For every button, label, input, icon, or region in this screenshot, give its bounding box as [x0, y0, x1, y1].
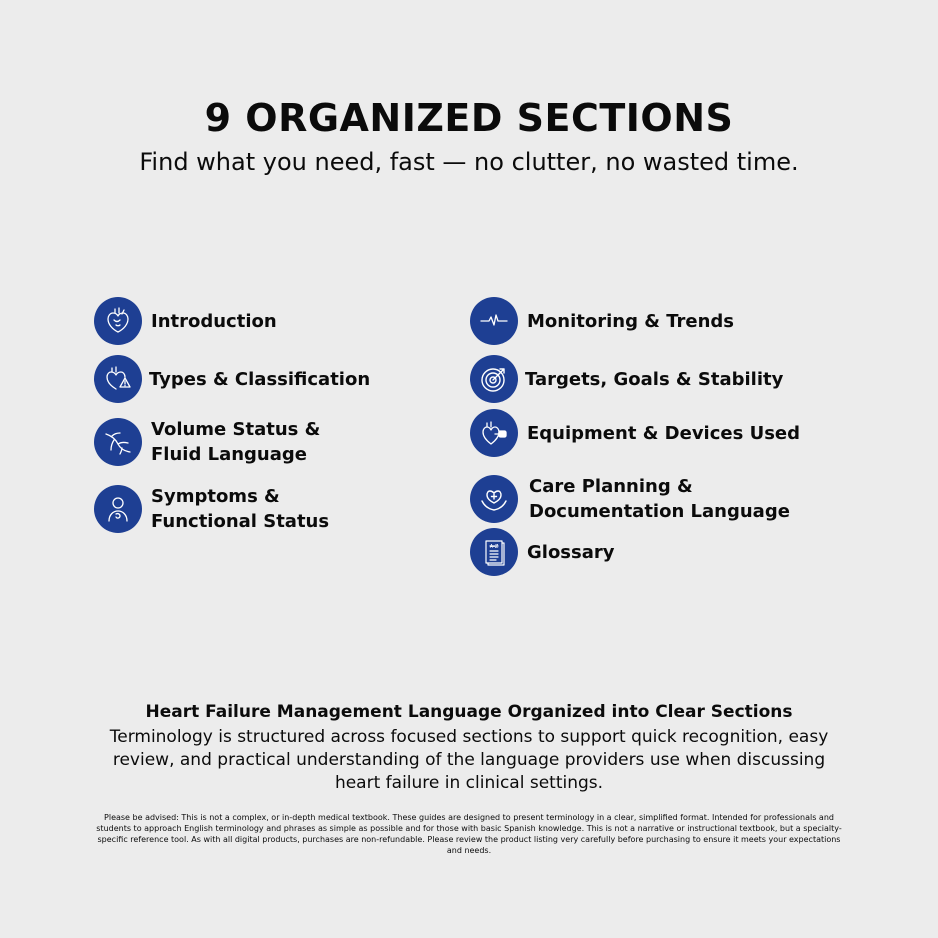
page-title: 9 ORGANIZED SECTIONS: [204, 96, 734, 140]
patient-chest-icon: [94, 485, 142, 533]
footer-body: Terminology is structured across focused sections to support quick recognition, easy review, and practical understanding of the language providers use when discussing heart failure in clinical settings.: [109, 727, 829, 793]
section-label: Symptoms & Functional Status: [151, 486, 330, 532]
heart-anatomy-icon: [94, 297, 142, 345]
section-equipment-devices: [470, 409, 800, 457]
glossary-book-icon: [470, 528, 518, 576]
svg-text:A-Z: A-Z: [489, 544, 499, 550]
section-label: Targets, Goals & Stability: [525, 368, 784, 390]
section-label: Volume Status & Fluid Language: [151, 419, 321, 465]
footer-heading: Heart Failure Management Language Organized into Clear Sections: [145, 702, 793, 722]
section-label: Glossary: [527, 541, 615, 563]
section-glossary: [470, 528, 615, 576]
section-label: Monitoring & Trends: [527, 310, 735, 332]
page-subtitle: Find what you need, fast — no clutter, no wasted time.: [139, 148, 799, 176]
section-symptoms-functional: [94, 484, 381, 534]
section-monitoring-trends: [470, 297, 734, 345]
vessels-icon: [94, 418, 142, 466]
care-hands-icon: [470, 475, 518, 523]
heart-device-icon: [470, 409, 518, 457]
section-introduction: [94, 297, 277, 345]
section-types-classification: [94, 355, 370, 403]
section-care-planning: [470, 474, 819, 524]
disclaimer: Please be advised: This is not a complex, or in-depth medical textbook. These guides are designed to present terminology in a clear, simplified format. Intended for professionals and students to approach English terminology and phrases as simple as possible and for those with basic Spanish knowledge. This is not a narrative or instructional textbook, but a specialty-specific reference tool. As with all digital products, purchases are non-refundable. Please review the product listing very carefully before purchasing to ensure it meets your expectations and needs.: [96, 813, 842, 855]
section-label: Introduction: [151, 310, 277, 332]
section-label: Equipment & Devices Used: [527, 422, 800, 444]
heartbeat-line-icon: [470, 297, 518, 345]
section-label: Care Planning & Documentation Language: [529, 476, 790, 522]
section-label: Types & Classification: [149, 368, 371, 390]
target-icon: [470, 355, 518, 403]
heart-warning-icon: [94, 355, 142, 403]
section-volume-status: [94, 417, 371, 467]
section-targets-goals: [470, 355, 783, 403]
